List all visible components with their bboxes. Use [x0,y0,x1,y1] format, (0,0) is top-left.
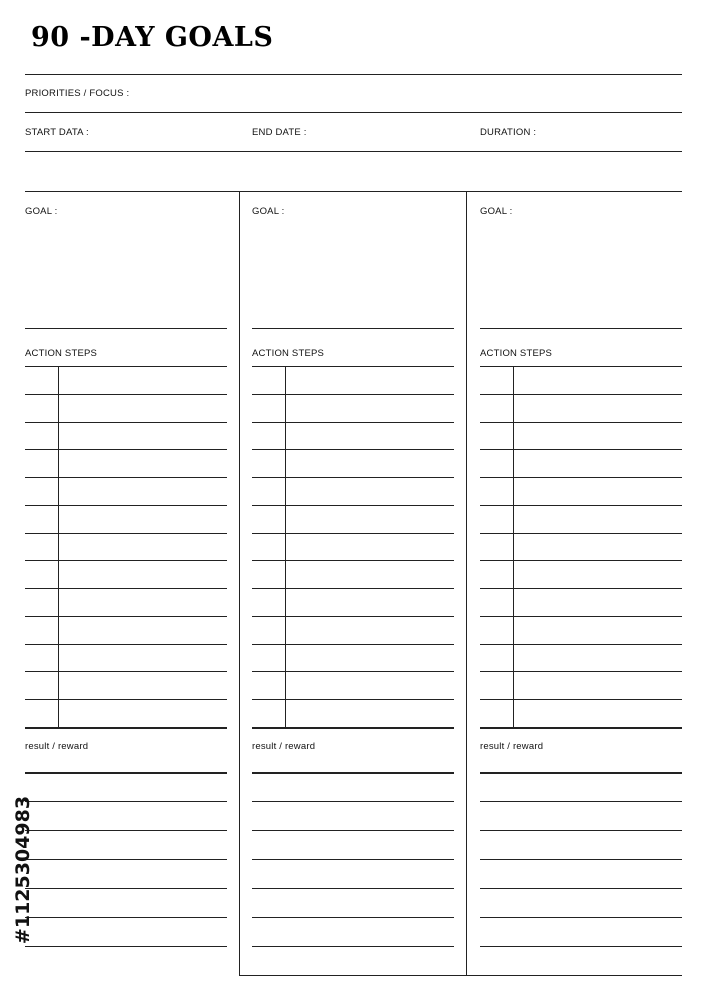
action-step-row[interactable] [25,727,227,729]
action-steps-table [480,366,682,729]
result-line[interactable] [480,830,682,831]
result-line[interactable] [25,946,227,947]
result-line[interactable] [25,830,227,831]
result-line[interactable] [25,888,227,889]
priorities-line[interactable] [25,112,682,113]
action-step-row[interactable] [480,477,682,478]
action-steps-label: ACTION STEPS [480,348,553,359]
result-line[interactable] [252,917,454,918]
goal-column [252,191,454,975]
column-divider-1 [239,191,240,975]
action-step-row[interactable] [252,422,454,423]
stock-id-text: #1125304983 [12,795,34,945]
result-line[interactable] [25,917,227,918]
result-reward-label: result / reward [480,741,544,752]
action-steps-label: ACTION STEPS [252,348,325,359]
action-steps-table [252,366,454,729]
action-step-row[interactable] [480,671,682,672]
goal-label: GOAL : [480,206,513,217]
result-line[interactable] [252,772,454,774]
action-step-row[interactable] [480,505,682,506]
action-step-row[interactable] [480,560,682,561]
checkbox-column-divider [285,366,286,727]
action-step-row[interactable] [480,366,682,367]
result-line[interactable] [480,772,682,774]
goal-column [25,191,227,975]
action-step-row[interactable] [252,727,454,729]
action-step-row[interactable] [25,699,227,700]
checkbox-column-divider [58,366,59,727]
action-step-row[interactable] [25,449,227,450]
result-line[interactable] [480,859,682,860]
action-step-row[interactable] [480,394,682,395]
action-step-row[interactable] [252,533,454,534]
action-step-row[interactable] [480,644,682,645]
action-step-row[interactable] [252,699,454,700]
action-step-row[interactable] [25,477,227,478]
action-steps-table [25,366,227,729]
action-step-row[interactable] [25,394,227,395]
action-step-row[interactable] [480,449,682,450]
dates-line[interactable] [25,151,682,152]
action-step-row[interactable] [25,366,227,367]
action-step-row[interactable] [252,505,454,506]
action-step-row[interactable] [480,533,682,534]
duration-label: DURATION : [480,127,537,138]
action-step-row[interactable] [25,588,227,589]
goal-column [480,191,682,975]
action-step-row[interactable] [252,616,454,617]
checkbox-column-divider [513,366,514,727]
watermark-stock-id [4,755,42,985]
result-line[interactable] [25,772,227,774]
action-step-row[interactable] [480,699,682,700]
result-line[interactable] [252,888,454,889]
goal-line[interactable] [252,328,454,329]
action-step-row[interactable] [480,422,682,423]
columns-bottom-line [239,975,682,976]
result-line[interactable] [252,859,454,860]
action-step-row[interactable] [480,727,682,729]
column-divider-2 [466,191,467,975]
goal-label: GOAL : [25,206,58,217]
result-line[interactable] [25,801,227,802]
end-date-label: END DATE : [252,127,307,138]
action-step-row[interactable] [252,449,454,450]
title-divider [25,74,682,75]
goal-line[interactable] [480,328,682,329]
start-date-label: START DATA : [25,127,89,138]
result-line[interactable] [252,830,454,831]
action-step-row[interactable] [252,644,454,645]
goal-label: GOAL : [252,206,285,217]
result-line[interactable] [480,801,682,802]
page-title: 90 -DAY GOALS [31,22,274,53]
result-line[interactable] [480,888,682,889]
priorities-label: PRIORITIES / FOCUS : [25,88,130,99]
result-line[interactable] [252,946,454,947]
action-step-row[interactable] [252,671,454,672]
result-line[interactable] [252,801,454,802]
result-reward-label: result / reward [25,741,89,752]
result-line[interactable] [480,946,682,947]
action-step-row[interactable] [25,505,227,506]
result-line[interactable] [25,859,227,860]
result-line[interactable] [480,917,682,918]
action-step-row[interactable] [25,533,227,534]
action-step-row[interactable] [25,644,227,645]
goal-line[interactable] [25,328,227,329]
action-step-row[interactable] [480,616,682,617]
action-step-row[interactable] [25,560,227,561]
action-step-row[interactable] [252,588,454,589]
action-step-row[interactable] [25,422,227,423]
action-steps-label: ACTION STEPS [25,348,98,359]
action-step-row[interactable] [252,394,454,395]
action-step-row[interactable] [25,616,227,617]
action-step-row[interactable] [252,366,454,367]
result-reward-label: result / reward [252,741,316,752]
action-step-row[interactable] [480,588,682,589]
action-step-row[interactable] [252,477,454,478]
action-step-row[interactable] [252,560,454,561]
action-step-row[interactable] [25,671,227,672]
